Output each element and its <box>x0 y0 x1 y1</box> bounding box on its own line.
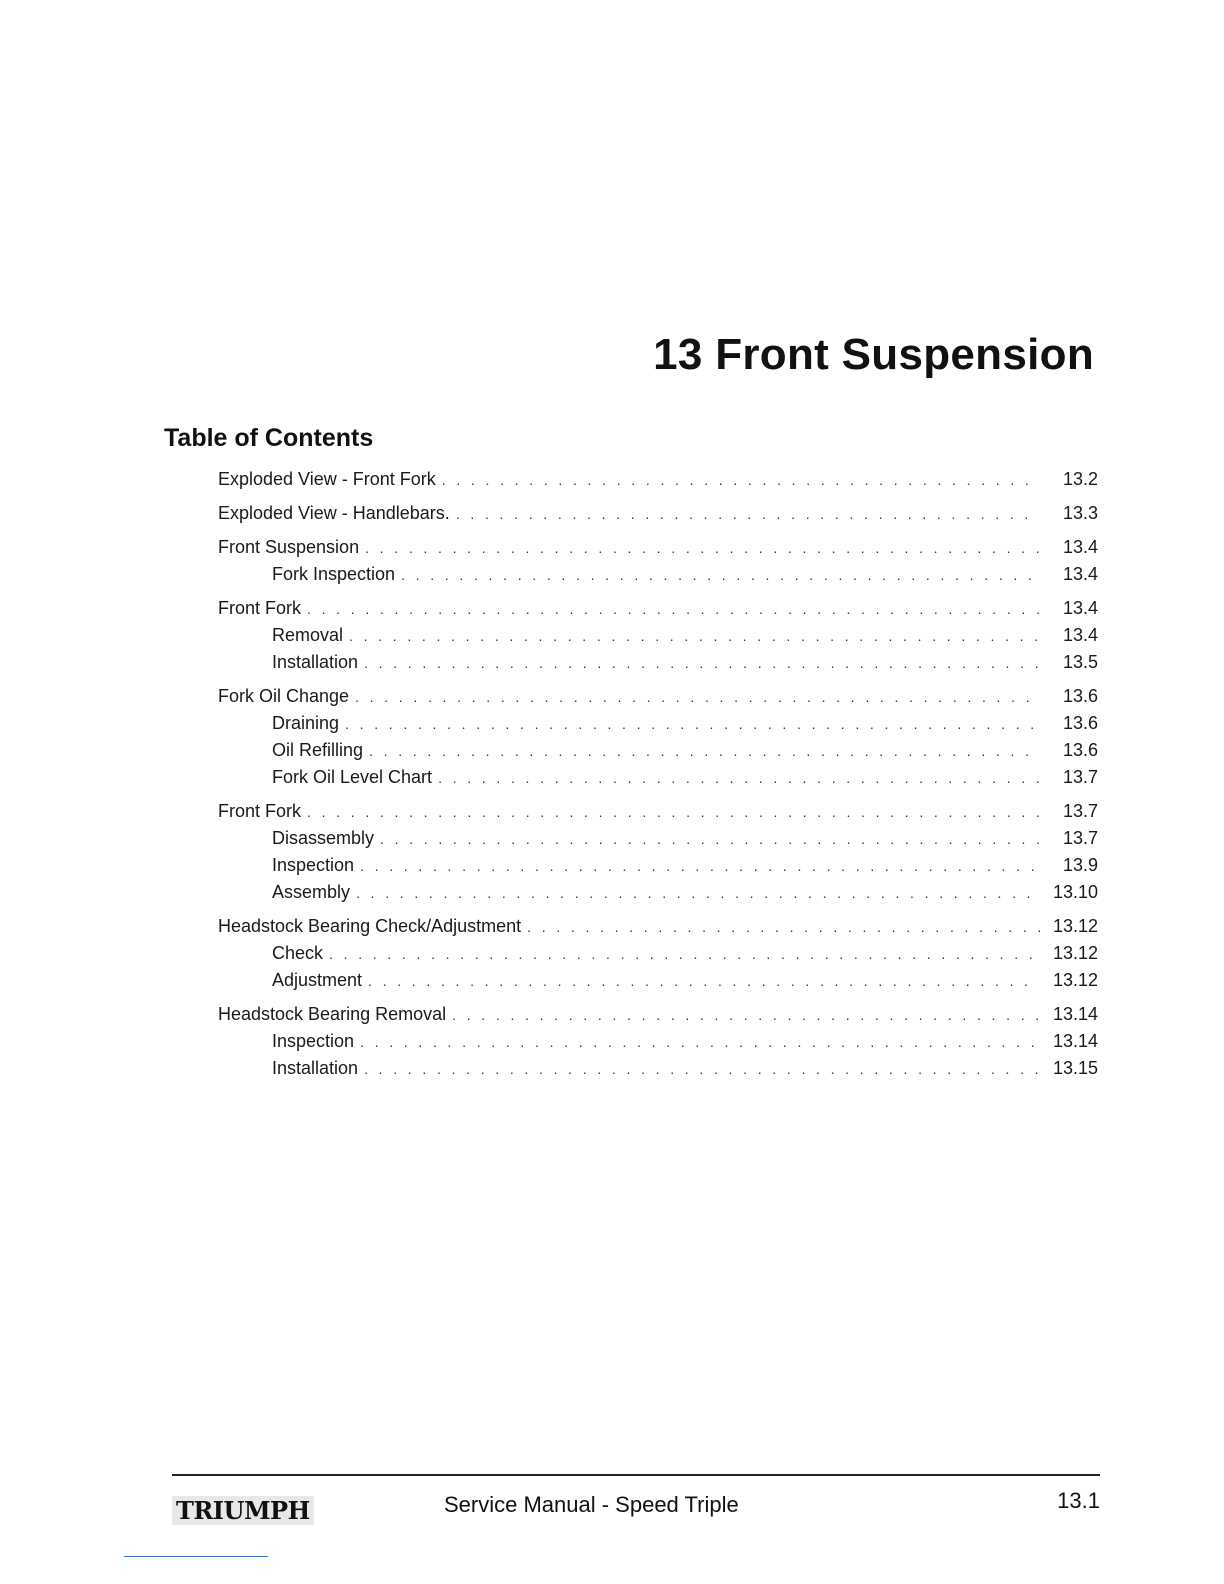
toc-entry-page: 13.9 <box>1062 855 1098 875</box>
toc-entry-page: 13.7 <box>1062 801 1098 821</box>
toc-entry[interactable] <box>218 1055 1098 1082</box>
toc-entry-label: Inspection <box>272 1031 355 1051</box>
toc-leader-dots <box>527 914 1040 940</box>
toc-leader-dots <box>329 941 1040 967</box>
toc-leader-dots <box>401 562 1040 588</box>
toc-entry-label: Exploded View - Handlebars. <box>218 503 450 523</box>
toc-entry-label: Adjustment <box>272 970 363 990</box>
toc-leader-dots <box>360 853 1040 879</box>
toc-entry[interactable] <box>218 825 1098 852</box>
toc-entry[interactable] <box>218 534 1098 561</box>
toc-entry[interactable] <box>218 466 1098 493</box>
toc-leader-dots <box>456 501 1040 527</box>
toc-entry-label: Removal <box>272 625 344 645</box>
toc-entry-label: Exploded View - Front Fork <box>218 469 436 489</box>
toc-leader-dots <box>452 1002 1040 1028</box>
toc-entry-page: 13.4 <box>1062 625 1098 645</box>
toc-entry-page: 13.4 <box>1062 537 1098 557</box>
toc-entry[interactable] <box>218 798 1098 825</box>
toc-leader-dots <box>307 799 1040 825</box>
footer-manual-title: Service Manual - Speed Triple <box>444 1492 739 1517</box>
toc-entry[interactable] <box>218 852 1098 879</box>
toc-leader-dots <box>442 467 1040 493</box>
footer-page-number: 13.1 <box>1057 1488 1100 1513</box>
toc-entry-label: Front Fork <box>218 801 302 821</box>
toc-entry[interactable] <box>218 561 1098 588</box>
toc-entry-page: 13.2 <box>1062 469 1098 489</box>
toc-entry-page: 13.15 <box>1052 1058 1098 1078</box>
toc-entry-label: Assembly <box>272 882 351 902</box>
toc-entry-page: 13.14 <box>1052 1004 1098 1024</box>
toc-entry-label: Front Fork <box>218 598 302 618</box>
triumph-logo: TRIUMPH <box>172 1496 314 1525</box>
toc-entry-label: Headstock Bearing Check/Adjustment <box>218 916 522 936</box>
toc-entry[interactable] <box>218 1001 1098 1028</box>
toc-entry-page: 13.3 <box>1062 503 1098 523</box>
toc-entry[interactable] <box>218 649 1098 676</box>
toc-entry[interactable] <box>218 940 1098 967</box>
toc-entry-label: Draining <box>272 713 340 733</box>
toc-leader-dots <box>307 596 1040 622</box>
footer-divider <box>172 1474 1100 1476</box>
toc-leader-dots <box>368 968 1040 994</box>
toc-leader-dots <box>369 738 1040 764</box>
toc-entry[interactable] <box>218 622 1098 649</box>
toc-leader-dots <box>349 623 1040 649</box>
toc-entry-label: Fork Oil Change <box>218 686 350 706</box>
toc-entry[interactable] <box>218 595 1098 622</box>
toc-entry-label: Check <box>272 943 324 963</box>
toc-entry-label: Installation <box>272 652 359 672</box>
table-of-contents <box>218 466 1098 1082</box>
toc-entry-page: 13.6 <box>1062 713 1098 733</box>
toc-entry[interactable] <box>218 683 1098 710</box>
toc-entry-page: 13.12 <box>1052 916 1098 936</box>
toc-entry[interactable] <box>218 967 1098 994</box>
toc-leader-dots <box>380 826 1040 852</box>
toc-entry[interactable] <box>218 764 1098 791</box>
toc-entry[interactable] <box>218 913 1098 940</box>
toc-entry[interactable] <box>218 500 1098 527</box>
toc-entry-page: 13.12 <box>1052 943 1098 963</box>
toc-leader-dots <box>438 765 1040 791</box>
toc-entry[interactable] <box>218 710 1098 737</box>
toc-leader-dots <box>356 880 1040 906</box>
toc-entry-label: Front Suspension <box>218 537 360 557</box>
toc-entry-page: 13.7 <box>1062 767 1098 787</box>
scan-underline <box>124 1556 268 1557</box>
toc-entry-label: Headstock Bearing Removal <box>218 1004 447 1024</box>
toc-entry-page: 13.6 <box>1062 740 1098 760</box>
toc-entry[interactable] <box>218 1028 1098 1055</box>
toc-entry-page: 13.7 <box>1062 828 1098 848</box>
toc-entry-label: Disassembly <box>272 828 375 848</box>
toc-entry-page: 13.4 <box>1062 564 1098 584</box>
toc-heading: Table of Contents <box>164 424 374 452</box>
toc-entry-label: Installation <box>272 1058 359 1078</box>
toc-leader-dots <box>364 650 1040 676</box>
toc-entry-page: 13.6 <box>1062 686 1098 706</box>
toc-entry-label: Fork Oil Level Chart <box>272 767 433 787</box>
toc-entry-page: 13.4 <box>1062 598 1098 618</box>
toc-leader-dots <box>355 684 1040 710</box>
toc-entry[interactable] <box>218 737 1098 764</box>
toc-entry-page: 13.5 <box>1062 652 1098 672</box>
toc-entry-page: 13.12 <box>1052 970 1098 990</box>
toc-leader-dots <box>360 1029 1040 1055</box>
toc-leader-dots <box>365 535 1040 561</box>
toc-entry-label: Oil Refilling <box>272 740 364 760</box>
toc-entry-page: 13.10 <box>1052 882 1098 902</box>
toc-leader-dots <box>345 711 1040 737</box>
chapter-title: 13 Front Suspension <box>653 330 1094 379</box>
toc-entry-label: Inspection <box>272 855 355 875</box>
toc-entry-label: Fork Inspection <box>272 564 396 584</box>
toc-entry[interactable] <box>218 879 1098 906</box>
toc-leader-dots <box>364 1056 1040 1082</box>
toc-entry-page: 13.14 <box>1052 1031 1098 1051</box>
